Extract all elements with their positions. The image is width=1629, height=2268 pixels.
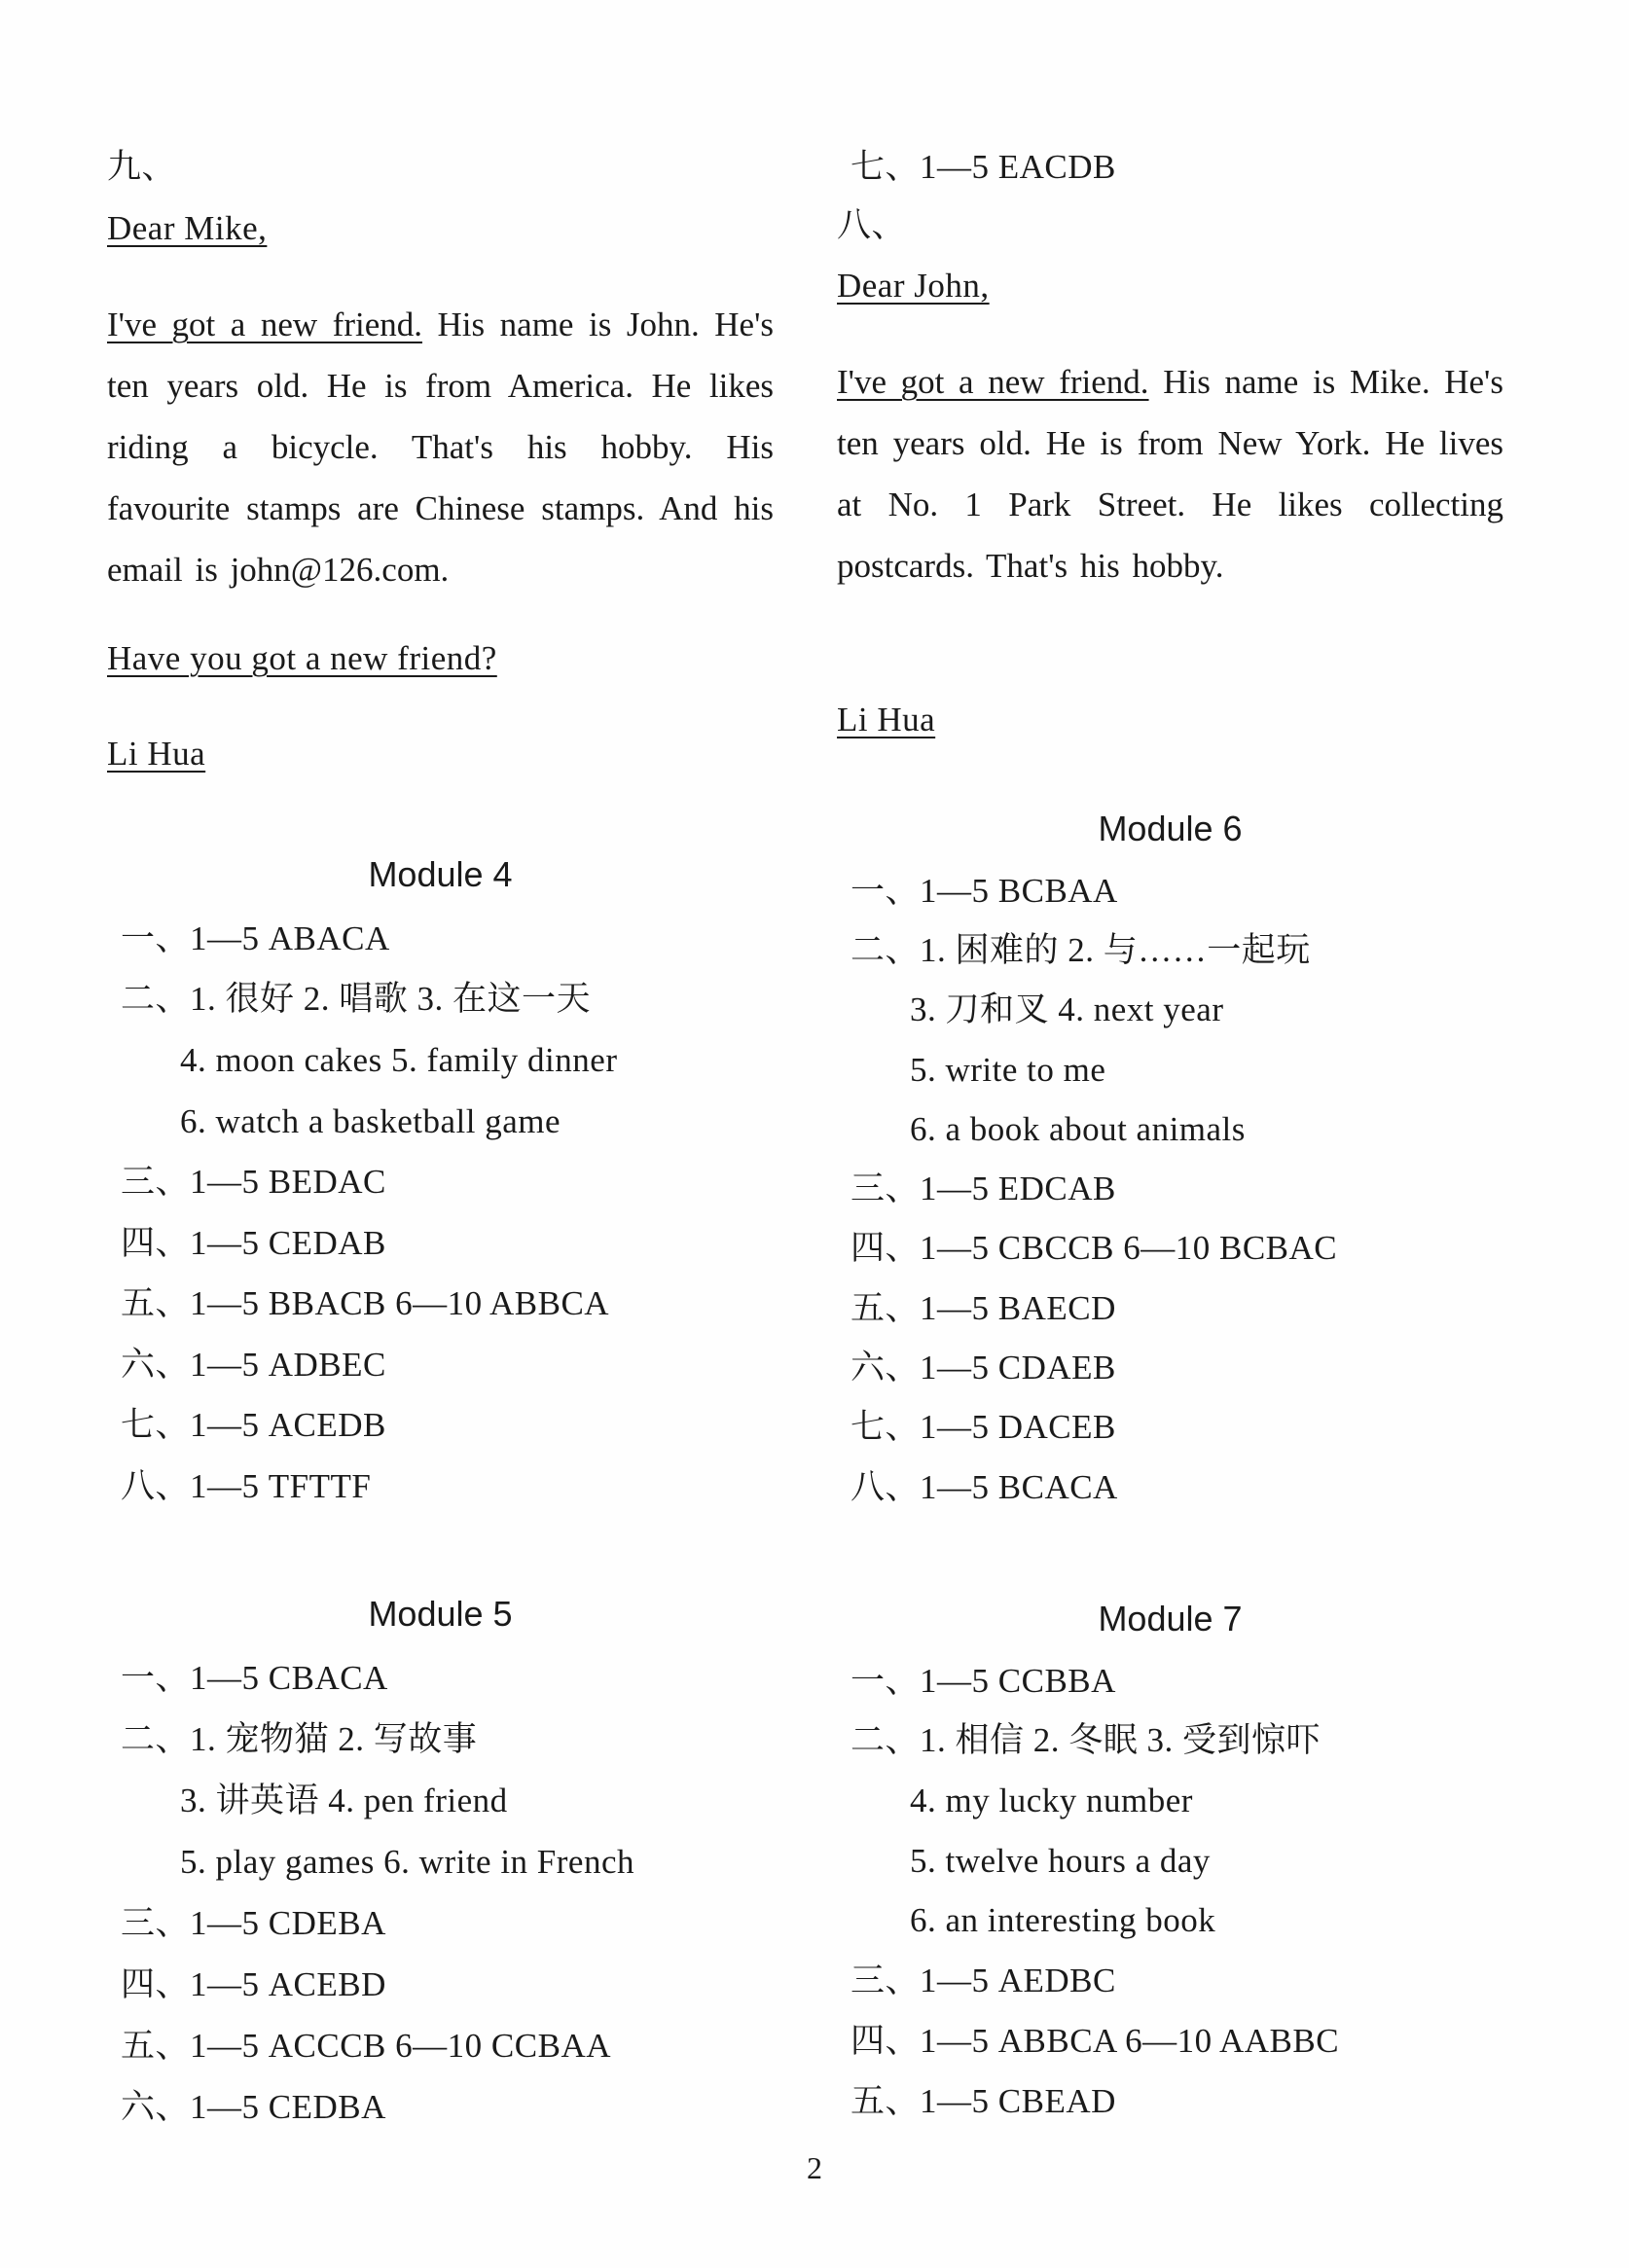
letter-body: [837, 351, 1503, 596]
section-9-number: 九、: [107, 148, 177, 186]
answer-line: 4. my lucky number: [910, 1782, 1193, 1819]
answer-line: 七、1—5 ACEDB: [121, 1406, 386, 1444]
answer-line: 四、1—5 CBCCB 6—10 BCBAC: [851, 1229, 1338, 1267]
answer-line: 6. watch a basketball game: [180, 1102, 561, 1140]
answer-line: 二、1. 宠物猫 2. 写故事: [121, 1720, 478, 1758]
answer-line: 三、1—5 EDCAB: [851, 1170, 1116, 1207]
answer-line: 四、1—5 ACEBD: [121, 1965, 386, 2003]
answer-line: 5. write to me: [910, 1051, 1106, 1089]
answer-line: 八、1—5 TFTTF: [121, 1467, 372, 1505]
answer-line: 6. an interesting book: [910, 1901, 1216, 1939]
letter-body-rest: His name is Mike. He's ten years old. He is from New York. He lives at No. 1 Park Street. He likes collecting postcards. That's his hobby.: [837, 363, 1503, 585]
letter-signature: Li Hua: [837, 701, 936, 738]
answer-line: 三、1—5 BEDAC: [121, 1163, 386, 1201]
letter-first-sentence: I've got a new friend.: [837, 363, 1149, 401]
letter-greeting: Dear Mike,: [107, 209, 268, 247]
letter-first-sentence: I've got a new friend.: [107, 306, 422, 343]
letter-question: Have you got a new friend?: [107, 639, 497, 677]
answer-line: 3. 讲英语 4. pen friend: [180, 1782, 508, 1819]
answer-line: 五、1—5 BAECD: [851, 1289, 1116, 1327]
answer-line: 三、1—5 AEDBC: [851, 1962, 1116, 1999]
answer-line: 五、1—5 BBACB 6—10 ABBCA: [121, 1284, 610, 1322]
module-4-title: Module 4: [368, 854, 513, 894]
answer-line: 二、1. 困难的 2. 与……一起玩: [851, 931, 1311, 969]
answer-line: 六、1—5 CDAEB: [851, 1349, 1116, 1386]
answer-line: 一、1—5 CBACA: [121, 1659, 388, 1697]
answer-line: 七、1—5 EACDB: [851, 148, 1116, 186]
answer-line: 4. moon cakes 5. family dinner: [180, 1041, 618, 1079]
answer-line: 一、1—5 CCBBA: [851, 1662, 1116, 1700]
answer-line: 八、1—5 BCACA: [851, 1468, 1118, 1506]
letter-signature: Li Hua: [107, 735, 206, 773]
module-6-title: Module 6: [1098, 809, 1243, 848]
answer-line: 三、1—5 CDEBA: [121, 1904, 386, 1942]
answer-line: 5. twelve hours a day: [910, 1842, 1211, 1880]
letter-body: [107, 294, 774, 600]
answer-line: 二、1. 很好 2. 唱歌 3. 在这一天: [121, 980, 592, 1018]
answer-line: 六、1—5 CEDBA: [121, 2088, 386, 2126]
answer-line: 四、1—5 ABBCA 6—10 AABBC: [851, 2022, 1340, 2060]
answer-line: 五、1—5 CBEAD: [851, 2082, 1116, 2120]
letter-body-rest: His name is John. He's ten years old. He is from America. He likes riding a bicycle. That's his hobby. His favourite stamps are Chinese stamps. And his email is john@126.com.: [107, 306, 774, 589]
letter-greeting: Dear John,: [837, 267, 990, 305]
answer-line: 六、1—5 ADBEC: [121, 1346, 386, 1384]
answer-line: 一、1—5 BCBAA: [851, 872, 1118, 910]
answer-line: 一、1—5 ABACA: [121, 919, 390, 957]
module-7-title: Module 7: [1098, 1599, 1243, 1638]
answer-line: 3. 刀和叉 4. next year: [910, 990, 1224, 1028]
answer-line: 5. play games 6. write in French: [180, 1843, 635, 1881]
section-8-number: 八、: [837, 206, 907, 244]
answer-line: 6. a book about animals: [910, 1110, 1246, 1148]
answer-line: 四、1—5 CEDAB: [121, 1224, 386, 1262]
answer-line: 五、1—5 ACCCB 6—10 CCBAA: [121, 2027, 611, 2065]
page-number: 2: [807, 2150, 822, 2185]
answer-line: 七、1—5 DACEB: [851, 1408, 1116, 1446]
module-5-title: Module 5: [368, 1594, 513, 1634]
answer-line: 二、1. 相信 2. 冬眠 3. 受到惊吓: [851, 1721, 1321, 1759]
